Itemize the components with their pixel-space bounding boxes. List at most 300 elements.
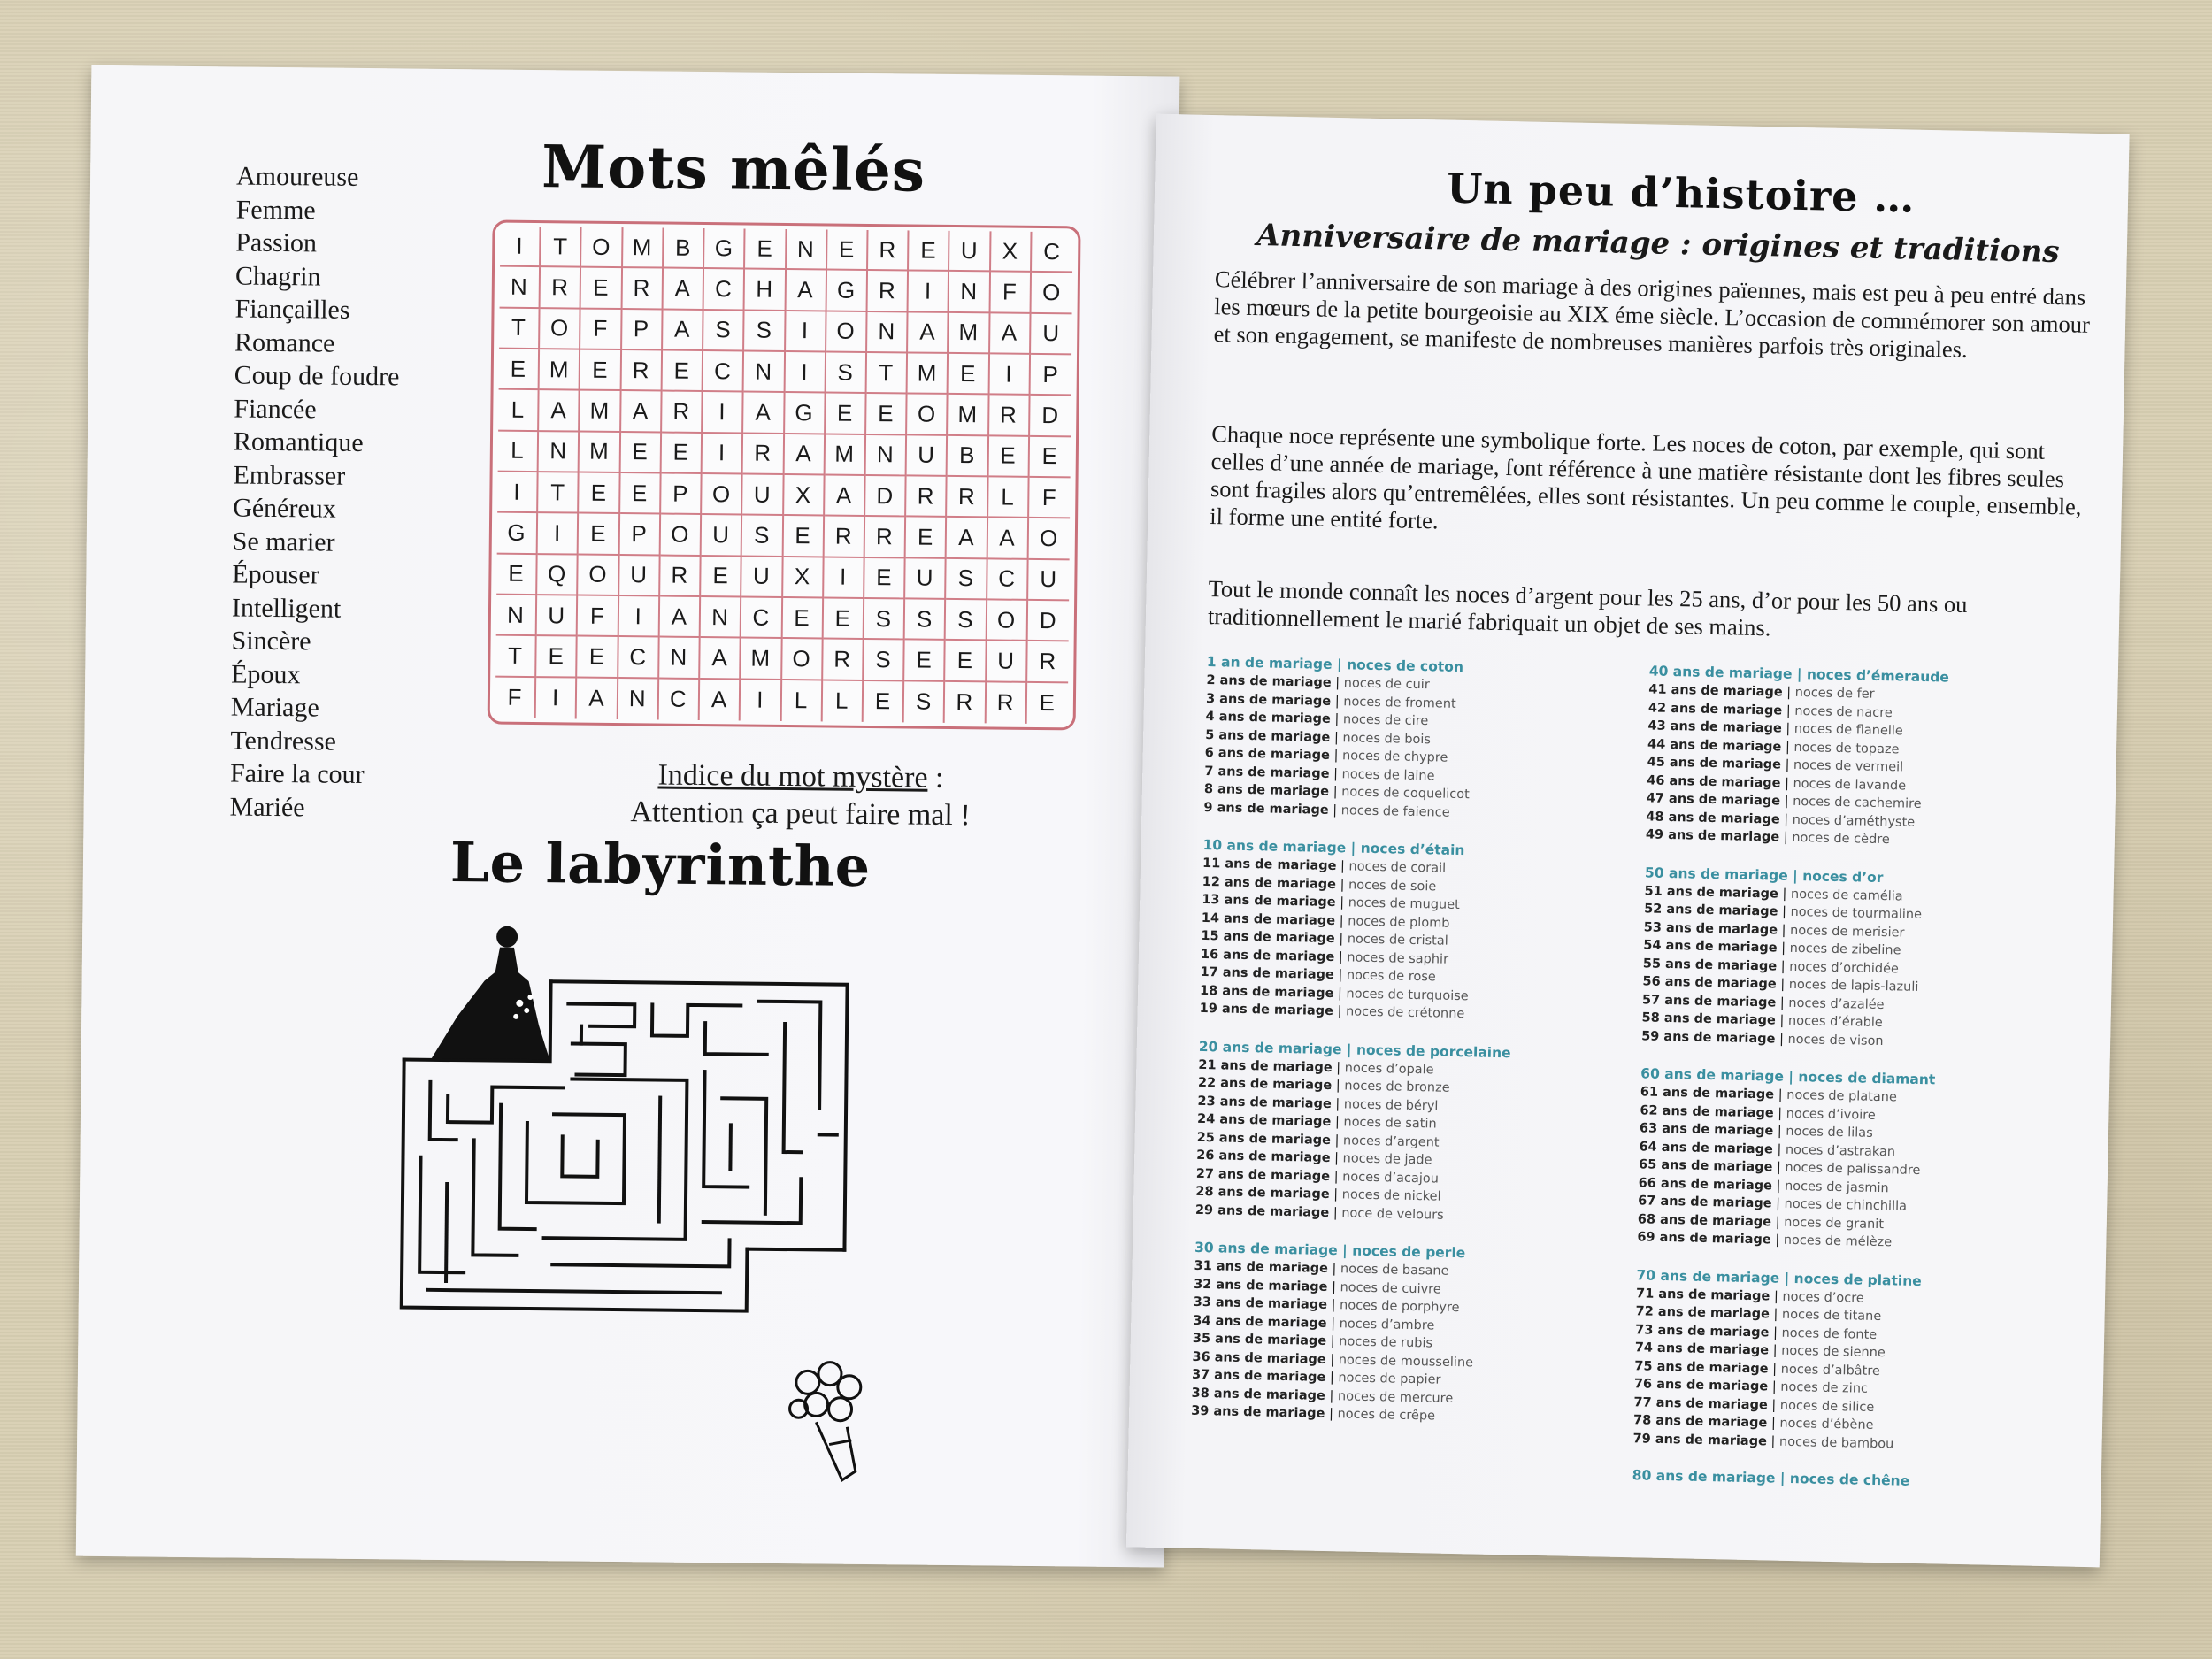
anniversary-row: 71 ans de mariage | noces d’ocre [1635,1286,1864,1306]
anniversary-row: 29 ans de mariage | noce de velours [1194,1202,1444,1223]
anniversary-row: 4 ans de mariage | noces de cire [1205,709,1429,729]
anniversary-row: 68 ans de mariage | noces de granit [1637,1211,1885,1232]
anniversary-row: 66 ans de mariage | noces de jasmin [1638,1175,1889,1195]
grid-letter: U [537,595,579,637]
anniversary-name: noces de crêpe [1337,1407,1436,1424]
anniversary-row: 24 ans de mariage | noces de satin [1196,1111,1437,1132]
anniversary-years: 14 ans de mariage [1201,910,1336,928]
anniversary-name: noces de satin [1343,1115,1437,1132]
anniversary-group-heading: 50 ans de mariage | noces d’or [1644,864,1884,886]
grid-letter: O [782,639,824,680]
anniversary-row: 49 ans de mariage | noces de cèdre [1645,827,1890,848]
grid-letter: F [990,273,1032,314]
grid-letter: A [990,313,1032,355]
anniversary-years: 69 ans de mariage [1637,1230,1771,1248]
grid-letter: E [496,554,538,595]
grid-letter: N [787,229,828,271]
grid-letter: E [1039,689,1056,717]
word-list-item: Chagrin [234,260,321,291]
anniversary-years: 38 ans de mariage [1191,1386,1326,1403]
anniversary-name: noces de mélèze [1783,1233,1893,1250]
grid-letter: E [866,394,908,435]
grid-letter: E [904,641,946,682]
grid-letter: U [741,557,783,598]
hint-text: Attention ça peut faire mal ! [630,795,971,833]
anniversary-name: noces de merisier [1789,923,1905,941]
anniversary-years: 45 ans de mariage [1647,755,1782,772]
grid-letter: A [700,638,741,680]
anniversary-row: 77 ans de mariage | noces de silice [1633,1394,1875,1415]
anniversary-row: 63 ans de mariage | noces de lilas [1639,1121,1873,1141]
anniversary-group-heading: 70 ans de mariage | noces de platine [1636,1266,1922,1289]
anniversary-years: 26 ans de mariage [1196,1148,1331,1166]
anniversary-name: noces de basane [1340,1262,1449,1279]
grid-letter: T [499,308,541,349]
anniversary-years: 48 ans de mariage [1646,809,1780,827]
grid-letter: I [786,311,827,353]
anniversary-row: 16 ans de mariage | noces de saphir [1200,947,1449,967]
grid-letter: S [744,311,786,352]
anniversary-name: noces d’ocre [1782,1289,1864,1306]
grid-letter: M [908,353,949,395]
anniversary-name: noces de papier [1338,1371,1441,1387]
anniversary-group [1641,864,2087,1055]
grid-letter: E [783,516,825,557]
anniversary-name: noces de rubis [1339,1334,1433,1351]
word-list-item: Romance [234,326,335,358]
anniversary-years: 4 ans de mariage [1205,709,1331,726]
grid-letter: C [704,269,746,311]
anniversary-name: noces d’érable [1787,1013,1883,1031]
anniversary-years: 56 ans de mariage [1642,974,1777,992]
word-list-item: Généreux [233,493,336,524]
anniversary-row: 59 ans de mariage | noces de vison [1641,1028,1884,1048]
grid-letter: L [498,390,540,432]
anniversary-name: noces de cuivre [1340,1279,1441,1297]
anniversary-years: 11 ans de mariage [1202,856,1337,874]
anniversary-name: noces d’albâtre [1780,1362,1881,1379]
grid-letter: F [580,309,622,350]
anniversary-name: noce de velours [1341,1205,1444,1223]
grid-letter: S [703,311,745,352]
grid-letter: A [825,475,866,517]
grid-letter: E [946,641,987,682]
anniversary-row: 39 ans de mariage | noces de crêpe [1191,1403,1436,1424]
grid-letter: O [987,600,1028,641]
grid-letter: G [826,271,868,312]
anniversary-years: 49 ans de mariage [1645,827,1780,845]
grid-letter: C [741,597,783,639]
anniversary-years: 7 ans de mariage [1204,764,1330,781]
anniversary-row: 28 ans de mariage | noces de nickel [1195,1184,1441,1204]
anniversary-row: 37 ans de mariage | noces de papier [1191,1367,1441,1387]
anniversary-row: 34 ans de mariage | noces d’ambre [1193,1313,1435,1333]
anniversary-years: 75 ans de mariage [1634,1358,1769,1376]
grid-letter: M [540,349,581,391]
grid-letter: F [1029,478,1071,519]
anniversary-name: noces de lapis-lazuli [1788,977,1919,995]
grid-letter: G [785,393,826,434]
grid-letter: R [945,682,987,724]
anniversary-name: noces d’ébène [1779,1416,1874,1432]
anniversary-years: 9 ans de mariage [1203,800,1329,818]
bride-silhouette-icon [431,926,552,1061]
anniversary-name: noces de bambou [1778,1434,1894,1451]
grid-letter: E [578,637,619,679]
grid-letter: M [580,432,621,473]
anniversary-row: 33 ans de mariage | noces de porphyre [1193,1294,1460,1316]
grid-letter: L [781,680,823,722]
grid-letter: R [986,682,1027,724]
word-list-item: Fiancée [234,393,317,424]
grid-letter: O [907,395,949,436]
anniversary-name: noces de jade [1342,1151,1432,1168]
anniversary-years: 71 ans de mariage [1635,1286,1770,1303]
anniversary-row: 21 ans de mariage | noces d’opale [1198,1057,1434,1077]
grid-letter: P [622,310,664,351]
anniversary-name: noces de coquelicot [1341,785,1470,803]
anniversary-80-line: 80 ans de mariage | noces de chêne [1632,1467,1910,1489]
anniversary-years: 59 ans de mariage [1641,1028,1776,1047]
anniversary-row: 78 ans de mariage | noces d’ébène [1632,1413,1874,1432]
grid-letter: I [536,678,578,719]
grid-letter: C [703,351,745,393]
anniversary-name: noces de fonte [1781,1325,1878,1342]
anniversary-name: noces de lavande [1793,776,1907,794]
grid-letter: I [824,557,865,599]
anniversary-name: noces de camélia [1790,887,1903,904]
grid-letter: N [539,432,580,473]
anniversary-row: 79 ans de mariage | noces de bambou [1632,1431,1894,1451]
anniversary-years: 35 ans de mariage [1192,1331,1327,1348]
grid-letter: N [866,435,908,477]
grid-letter: E [579,514,620,556]
grid-letter: E [906,518,948,559]
anniversary-name: noces de mercure [1337,1388,1454,1406]
anniversary-years: 8 ans de mariage [1203,781,1330,799]
anniversary-name: noces de crétonne [1345,1004,1465,1022]
anniversary-row: 55 ans de mariage | noces d’orchidée [1642,956,1900,976]
grid-letter: R [743,434,785,475]
grid-letter: I [741,680,782,721]
anniversary-name: noces de cuir [1343,676,1430,693]
anniversary-row: 11 ans de mariage | noces de corail [1202,856,1447,876]
word-list-item: Épouser [232,559,319,590]
grid-letter: A [621,391,663,433]
anniversary-years: 77 ans de mariage [1633,1394,1768,1412]
anniversary-years: 36 ans de mariage [1192,1349,1326,1367]
grid-letter: U [619,556,661,597]
anniversary-years: 74 ans de mariage [1634,1340,1770,1358]
grid-letter: R [824,517,865,558]
anniversary-name: noces d’orchidée [1789,959,1900,976]
grid-letter: R [541,267,582,309]
anniversary-name: noces de vermeil [1793,757,1904,775]
anniversary-years: 46 ans de mariage [1647,772,1781,791]
grid-letter: I [703,392,744,434]
anniversary-row: 13 ans de mariage | noces de muguet [1202,892,1460,913]
anniversary-name: noces de topaze [1793,740,1900,757]
anniversary-row: 27 ans de mariage | noces d’acajou [1195,1166,1440,1187]
anniversary-row: 76 ans de mariage | noces de zinc [1633,1377,1869,1396]
anniversary-group [1203,653,1649,826]
anniversary-name: noces de granit [1784,1215,1885,1232]
anniversary-name: noces de corail [1348,859,1447,876]
grid-letter: N [949,272,991,313]
grid-letter: L [988,477,1030,518]
anniversary-row: 35 ans de mariage | noces de rubis [1192,1331,1433,1351]
grid-letter: A [700,680,741,721]
paragraph-origins: Célébrer l’anniversaire de son mariage à des origines païennes, mais est peu à peu entré dans les mœurs de la petite bourgeoisie au XIX éme siècle. L’occasion de commémorer son amour et son engagement, se manifeste de nombreuses manières parfois très originales. [1213,265,2091,363]
anniversary-row: 69 ans de mariage | noces de mélèze [1637,1230,1893,1250]
anniversary-years: 24 ans de mariage [1196,1111,1332,1130]
anniversary-name: noces de sienne [1780,1343,1886,1361]
anniversary-group-heading: 30 ans de mariage | noces de perle [1194,1239,1466,1262]
word-list-item: Amoureuse [235,161,359,192]
grid-letter: M [948,395,989,436]
grid-letter: C [987,559,1029,601]
grid-letter: M [623,227,664,269]
anniversary-years: 63 ans de mariage [1639,1121,1774,1139]
anniversary-name: noces de zibeline [1789,941,1901,958]
word-list-item: Mariée [229,791,305,822]
anniversary-years: 79 ans de mariage [1632,1431,1768,1448]
anniversary-years: 39 ans de mariage [1191,1403,1325,1421]
grid-letter: C [618,637,660,679]
anniversary-name: noces de mousseline [1338,1352,1474,1370]
anniversary-years: 51 ans de mariage [1644,883,1779,902]
word-list-item: Coup de foudre [234,360,400,392]
anniversary-group [1632,1266,2078,1457]
grid-letter: R [1027,641,1069,683]
anniversary-years: 34 ans de mariage [1193,1313,1327,1331]
grid-letter: E [580,473,621,515]
anniversary-row: 62 ans de mariage | noces d’ivoire [1640,1102,1876,1123]
grid-letter: M [580,391,622,433]
anniversary-years: 31 ans de mariage [1194,1258,1329,1277]
grid-letter: U [1031,314,1072,356]
word-list-item: Embrasser [233,459,346,491]
anniversary-row: 19 ans de mariage | noces de crétonne [1199,1001,1465,1022]
grid-letter: A [743,393,785,434]
anniversary-name: noces de béryl [1343,1096,1439,1114]
anniversary-name: noces de soie [1348,877,1437,894]
anniversary-row: 31 ans de mariage | noces de basane [1194,1258,1449,1279]
anniversary-name: noces d’azalée [1788,995,1885,1012]
grid-letter: S [946,600,987,641]
grid-letter: P [1030,355,1071,396]
anniversary-name: noces de flanelle [1793,721,1903,739]
anniversary-row: 15 ans de mariage | noces de cristal [1201,928,1448,949]
anniversary-name: noces de bronze [1344,1079,1450,1095]
grid-letter: U [1028,560,1070,602]
word-list-item: Se marier [232,526,335,557]
anniversary-row: 3 ans de mariage | noces de froment [1205,691,1456,711]
anniversary-row: 73 ans de mariage | noces de fonte [1635,1322,1878,1342]
grid-letter: C [659,679,701,720]
word-search-grid [488,220,1081,731]
anniversary-row: 17 ans de mariage | noces de rose [1200,964,1436,985]
word-list-item: Mariage [230,692,319,723]
word-search-title: Mots mêlés [541,132,926,205]
grid-letter: E [580,350,622,392]
anniversary-name: noces de zinc [1780,1379,1869,1396]
grid-letter: G [497,513,539,555]
grid-letter: C [1032,232,1073,273]
anniversary-group [1195,1037,1641,1228]
anniversary-name: noces de cire [1342,712,1429,729]
anniversary-years: 28 ans de mariage [1195,1184,1330,1202]
anniversary-years: 57 ans de mariage [1641,992,1777,1010]
maze-title: Le labyrinthe [449,830,872,900]
grid-letter: R [622,268,664,310]
anniversary-name: noces de froment [1343,694,1456,711]
grid-letter: T [541,227,582,268]
anniversary-years: 13 ans de mariage [1202,892,1336,910]
anniversary-name: noces de jasmin [1784,1179,1889,1195]
grid-letter: U [742,474,784,516]
anniversary-name: noces de palissandre [1785,1160,1921,1179]
word-list-item: Intelligent [231,592,342,624]
anniversary-name: noces de rose [1346,968,1436,985]
grid-letter: E [499,349,541,391]
grid-letter: E [864,681,905,723]
grid-letter: A [987,518,1029,560]
anniversary-name: noces de chinchilla [1784,1196,1908,1214]
anniversary-row: 32 ans de mariage | noces de cuivre [1194,1277,1441,1297]
anniversary-years: 3 ans de mariage [1205,691,1332,709]
grid-letter: H [745,270,787,311]
anniversary-years: 6 ans de mariage [1204,745,1331,763]
grid-letter: X [783,557,825,599]
anniversary-row: 65 ans de mariage | noces de palissandre [1638,1157,1921,1179]
anniversary-name: noces de saphir [1347,949,1449,967]
grid-letter: P [619,514,661,556]
anniversary-group [1191,1239,1637,1430]
grid-letter: E [827,229,869,271]
anniversary-row: 45 ans de mariage | noces de vermeil [1647,755,1904,775]
grid-letter: I [500,227,541,268]
anniversary-years: 17 ans de mariage [1200,964,1334,983]
anniversary-row: 5 ans de mariage | noces de bois [1205,727,1432,747]
anniversary-years: 33 ans de mariage [1193,1294,1328,1312]
grid-letter: O [1031,273,1072,314]
anniversary-years: 19 ans de mariage [1199,1001,1334,1019]
word-list-item: Faire la cour [229,758,365,790]
grid-letter: N [500,267,541,309]
grid-letter: E [620,433,662,474]
mystery-word-hint [552,756,1048,835]
grid-letter: U [905,558,947,600]
anniversary-name: noces de chypre [1341,749,1448,765]
anniversary-years: 47 ans de mariage [1646,791,1781,809]
grid-letter: D [1030,396,1071,437]
anniversary-row: 72 ans de mariage | noces de titane [1635,1304,1882,1325]
anniversary-row: 18 ans de mariage | noces de turquoise [1199,983,1469,1003]
anniversary-row: 52 ans de mariage | noces de tourmaline [1644,902,1923,922]
anniversary-row: 22 ans de mariage | noces de bronze [1197,1075,1450,1095]
anniversary-years: 44 ans de mariage [1647,736,1782,755]
grid-letter: N [618,679,659,720]
grid-letter: I [989,354,1031,396]
grid-letter: R [947,477,988,518]
anniversary-group-heading: 40 ans de mariage | noces d’émeraude [1648,663,1950,686]
grid-letter: E [823,598,864,640]
anniversary-group-heading: 20 ans de mariage | noces de porcelaine [1198,1038,1511,1061]
grid-letter: R [867,271,909,312]
anniversary-years: 54 ans de mariage [1643,938,1778,956]
grid-letter: E [909,230,950,272]
anniversary-name: noces d’améthyste [1792,812,1916,830]
grid-letter: E [581,268,623,310]
grid-letter: T [866,353,908,395]
grid-letter: F [495,677,537,718]
anniversary-name: noces de platane [1786,1087,1898,1105]
grid-letter: D [1027,601,1069,642]
grid-letter: M [825,434,866,476]
anniversary-row: 56 ans de mariage | noces de lapis-lazuli [1642,974,1919,995]
anniversary-name: noces de nacre [1794,703,1893,720]
paragraph-symbolism: Chaque noce représente une symbolique forte. Les noces de coton, par exemple, qui sont celles d’une année de mariage, font référence à une matière résistante dont les fibres seules sont fragiles alors qu’entremêlées, elles sont résistantes. Un peu comme le couple, ensemble, il forme une entité forte. [1210,420,2082,534]
grid-letter: N [659,638,701,680]
anniversary-list-right [1632,662,2092,1492]
grid-letter: F [578,596,619,638]
anniversary-years: 55 ans de mariage [1642,956,1778,974]
anniversary-row: 36 ans de mariage | noces de mousseline [1192,1349,1474,1370]
anniversary-name: noces de cachemire [1792,794,1922,811]
anniversary-row: 43 ans de mariage | noces de flanelle [1647,718,1903,739]
anniversary-group-heading: 1 an de mariage | noces de coton [1206,653,1464,676]
anniversary-years: 58 ans de mariage [1641,1010,1777,1028]
left-page [76,65,1180,1568]
anniversary-name: noces de tourmaline [1790,904,1923,922]
word-list-item: Époux [231,658,301,689]
anniversary-name: noces d’acajou [1342,1169,1440,1187]
anniversary-row: 67 ans de mariage | noces de chinchilla [1638,1194,1908,1214]
word-list [229,159,449,825]
anniversary-name: noces de porphyre [1339,1298,1460,1316]
anniversary-name: noces de plomb [1348,913,1450,931]
hint-colon: : [927,761,944,795]
grid-letter: M [949,313,990,355]
anniversary-name: noces de vison [1787,1032,1884,1048]
grid-letter: E [661,433,703,474]
anniversary-years: 72 ans de mariage [1635,1304,1770,1322]
anniversary-row: 58 ans de mariage | noces d’érable [1641,1010,1883,1031]
anniversary-row: 26 ans de mariage | noces de jade [1196,1148,1432,1168]
grid-letter: R [906,476,948,518]
grid-letter: R [868,230,910,272]
grid-letter: O [581,227,623,269]
anniversary-group-heading: 10 ans de mariage | noces d’étain [1202,836,1465,859]
anniversary-name: noces de turquoise [1346,986,1469,1003]
anniversary-years: 53 ans de mariage [1643,919,1778,938]
anniversary-years: 16 ans de mariage [1200,947,1335,964]
grid-letter: R [989,396,1031,437]
grid-letter: P [661,474,703,516]
anniversary-row: 7 ans de mariage | noces de laine [1204,764,1435,783]
word-list-item: Romantique [233,426,364,458]
anniversary-years: 5 ans de mariage [1205,727,1331,745]
grid-letter: E [782,598,824,640]
anniversary-years: 18 ans de mariage [1199,983,1334,1001]
grid-letter: E [949,354,990,396]
grid-letter: S [905,599,947,641]
grid-letter: O [826,311,868,353]
grid-letter: E [620,473,662,515]
anniversary-name: noces de cristal [1347,932,1448,949]
word-list-item: Sincère [231,626,311,657]
